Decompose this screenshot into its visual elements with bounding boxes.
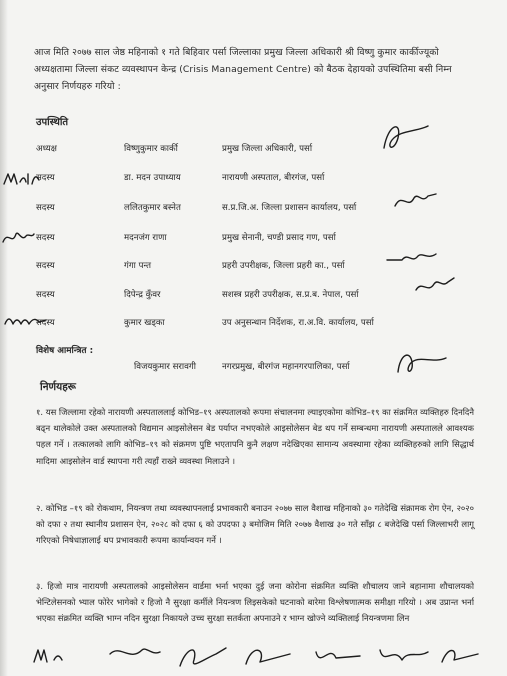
page-edge-shadow	[0, 0, 8, 676]
member-name: गंगा पन्त	[124, 261, 152, 271]
member-name: डा. मदन उपाध्याय	[124, 173, 181, 183]
member-role: अध्यक्ष	[36, 144, 57, 154]
decision-3: ३. हिजो मात्र नारायणी अस्पतालको आइसोलेसन वार्डमा भर्ना भएका दुई जना कोरोना संक्रमित व्यक्ति शौचालय जाने बहानामा शौचालयको भेन्टिलेसनको भ्याल फोरेर भागेको र हिजो नै सुरक्षा कर्मीले नियन्त्रण लिइसकेको घटनाको बारेमा विश्लेषणात्मक समीक्षा गरियो । अब उप्रान्त भर्ना भएका संक्रमित व्यक्ति भाग्न नदिन सुरक्षा निकायले उच्च सुरक्षा सतर्कता अपनाउने र भाग्न खोज्ने व्यक्तिलाई नियन्त्रणमा लिन	[36, 581, 474, 624]
attendance-heading: उपस्थिति	[36, 117, 69, 128]
member-name: दिपेन्द्र कुँवर	[124, 290, 161, 300]
special-invitee-name: विजयकुमार सरावगी	[134, 362, 196, 372]
signature-chair	[376, 118, 434, 158]
member-name: मदनजंग राणा	[124, 233, 167, 243]
member-role: सदस्य	[36, 233, 55, 243]
member-role: सदस्य	[36, 261, 55, 271]
decision-2: २. कोभिड –१९ को रोकथाम, नियन्त्रण तथा व्यवस्थापनलाई प्रभावकारी बनाउन २०७७ साल वैशाख महिनाको ३० गतेदेखि संक्रामक रोग ऐन, २०२० को दफा २ तथा स्थानीय प्रशासन ऐन, २०२८ को दफा ६ को उपदफा ३ बमोजिम मिति २०७७ वैशाख ३० गते साँझ ८ बजेदेखि पर्सा जिल्लाभरी लागू गरिएको निषेधाज्ञालाई थप प्रभावकारी रूपमा कार्यान्वयन गर्ने ।	[36, 503, 474, 546]
member-office: सशस्त्र प्रहरी उपरीक्षक, स.प्र.ब. नेपाल, पर्सा	[222, 290, 359, 300]
member-office: प्रमुख सेनानी, चण्डी प्रसाद गण, पर्सा	[222, 233, 336, 243]
member-name: ललितकुमार बस्नेत	[124, 203, 181, 213]
special-invitee-heading: विशेष आमन्त्रित :	[36, 346, 94, 356]
member-name: कुमार खड्का	[124, 318, 165, 328]
member-office: नारायणी अस्पताल, बीरगंज, पर्सा	[222, 173, 325, 183]
signature-member	[412, 274, 458, 300]
member-office: प्रहरी उपरीक्षक, जिल्ला प्रहरी का., पर्सा	[222, 261, 345, 271]
member-row	[0, 316, 507, 332]
margin-initial-signature	[0, 228, 36, 248]
member-name: विष्णुकुमार कार्की	[124, 144, 178, 154]
member-role: सदस्य	[36, 318, 55, 328]
signature-member	[384, 248, 438, 270]
member-role: सदस्य	[36, 290, 55, 300]
decision-1: १. यस जिल्लामा रहेको नारायणी अस्पताललाई कोभिड–१९ अस्पतालको रूपमा संचालनमा ल्याइएकोमा कोभिड–१९ का संक्रमित व्यक्तिहरु दिनदिनै बढ्न थालेकोले उक्त अस्पतालको विद्यमान आइसोलेसन बेड पर्याप्त नभएकोले आइसोलेसन बेड थप गर्ने सम्बन्धमा नारायणी अस्पतालले आवश्यक पहल गर्ने । तत्कालको लागि कोभिड–१९ को संक्रमण पुष्टि भएतापनि कुनै लक्षण नदेखिएका सामान्य अवस्थामा रहेका व्यक्तिहरुको लागि सिद्धार्थ मादिमा आइसोलेन वार्ड स्थापना गरी त्यहाँ राख्ने व्यवस्था मिलाउने ।	[36, 407, 474, 466]
member-role: सदस्य	[36, 203, 55, 213]
member-office: स.प्र.जि.अ. जिल्ला प्रशासन कार्यालय, पर्सा	[222, 203, 357, 213]
margin-initial-signature	[2, 310, 48, 330]
member-row	[0, 171, 507, 187]
member-office: उप अनुसन्धान निर्देशक, रा.अ.वि. कार्यालय, पर्सा	[222, 318, 374, 328]
member-row	[0, 231, 507, 247]
margin-initial-signature	[2, 168, 42, 190]
signature-member	[392, 188, 438, 214]
intro-paragraph: आज मिति २०७७ साल जेष्ठ महिनाको १ गते बिहिवार पर्सा जिल्लाका प्रमुख जिल्ला अधिकारी श्री विष्णु कुमार कार्कीज्यूको अध्यक्षतामा जिल्ला संकट व्यवस्थापन केन्द्र (Crisis Management Centre) को बैठक देहायको उपस्थितिमा बसी निम्न अनुसार निर्णयहरु गरियो :	[34, 47, 452, 92]
signature-invitee	[392, 346, 450, 380]
decisions-heading: निर्णयहरू	[40, 381, 76, 393]
special-invitee-office: नगरप्रमुख, बीरगंज महानगरपालिका, पर्सा	[222, 362, 350, 372]
signature-strip	[30, 640, 500, 674]
member-role: सदस्य	[36, 173, 55, 183]
member-office: प्रमुख जिल्ला अधिकारी, पर्सा	[222, 144, 313, 154]
